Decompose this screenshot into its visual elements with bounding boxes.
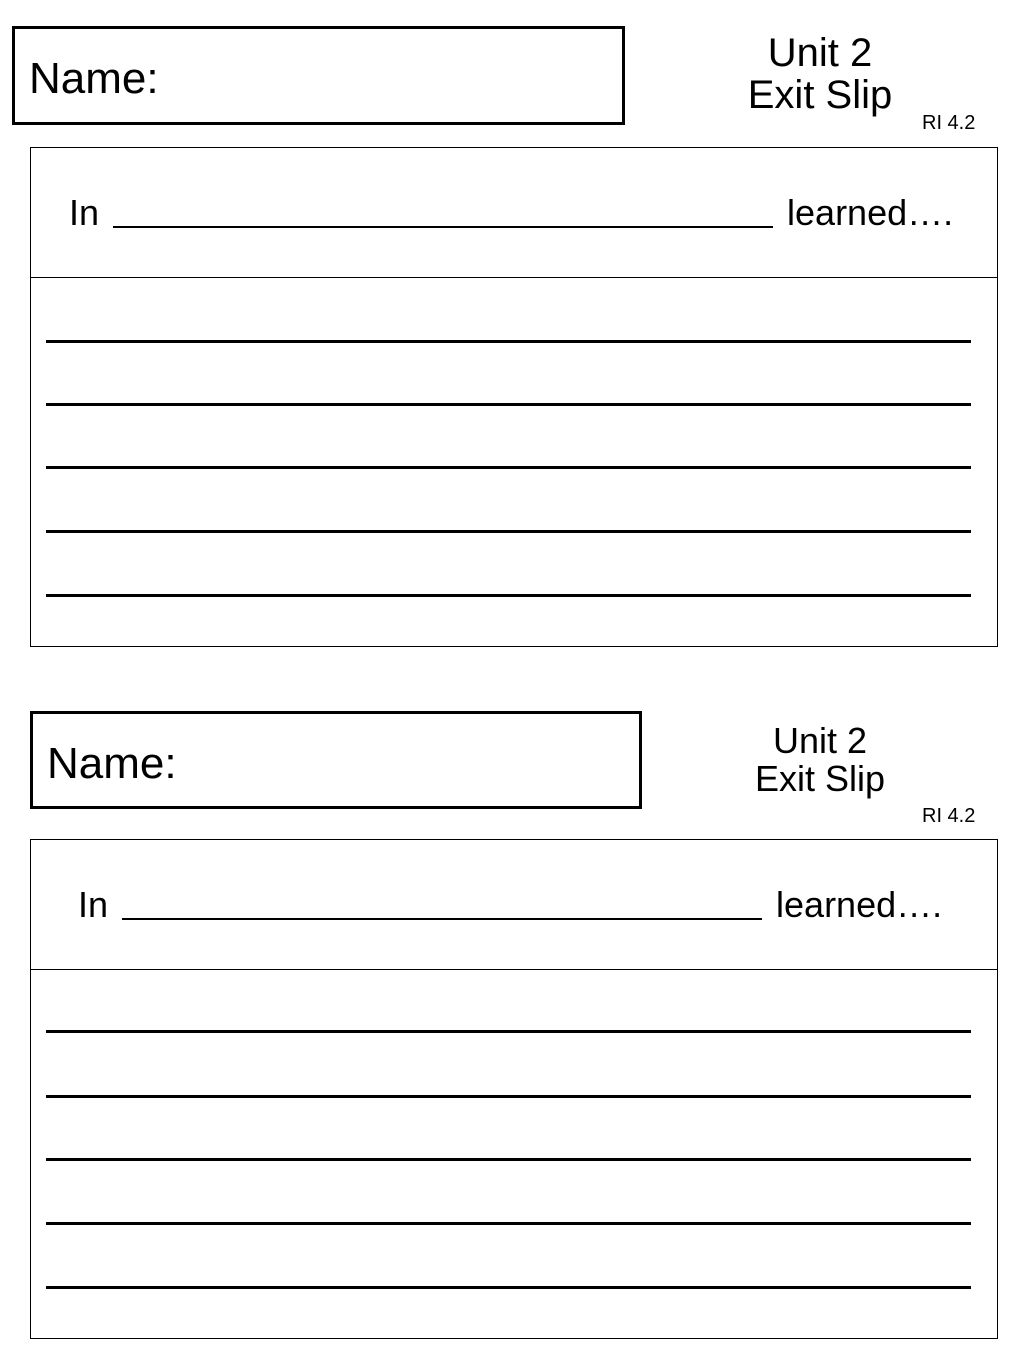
standard-label: RI 4.2 <box>922 112 976 134</box>
writing-line[interactable] <box>46 594 971 597</box>
prompt-text <box>78 884 942 926</box>
writing-line[interactable] <box>46 1222 971 1225</box>
writing-line[interactable] <box>46 1286 971 1289</box>
slip-title <box>730 32 910 116</box>
writing-line[interactable] <box>46 403 971 406</box>
prompt-in: In <box>69 192 100 233</box>
topic-blank[interactable] <box>113 225 773 228</box>
response-box <box>30 147 998 647</box>
prompt-learned: learned…. <box>787 192 954 233</box>
prompt-row <box>31 148 997 278</box>
writing-line[interactable] <box>46 1030 971 1033</box>
writing-line[interactable] <box>46 466 971 469</box>
prompt-row <box>31 840 997 970</box>
topic-blank[interactable] <box>122 917 762 920</box>
prompt-in: In <box>78 884 109 925</box>
standard-label: RI 4.2 <box>922 805 976 827</box>
title-exit-slip: Exit Slip <box>747 73 893 117</box>
name-field[interactable] <box>30 711 642 809</box>
writing-line[interactable] <box>46 1158 971 1161</box>
name-field[interactable] <box>12 26 625 125</box>
prompt-text <box>69 192 953 234</box>
slip-title <box>730 722 910 798</box>
title-unit: Unit 2 <box>767 31 873 75</box>
writing-line[interactable] <box>46 530 971 533</box>
title-unit: Unit 2 <box>772 720 868 761</box>
response-box <box>30 839 998 1339</box>
prompt-learned: learned…. <box>776 884 943 925</box>
writing-line[interactable] <box>46 340 971 343</box>
name-label: Name: <box>29 54 159 103</box>
writing-line[interactable] <box>46 1095 971 1098</box>
title-exit-slip: Exit Slip <box>754 757 886 799</box>
name-label: Name: <box>47 739 177 788</box>
